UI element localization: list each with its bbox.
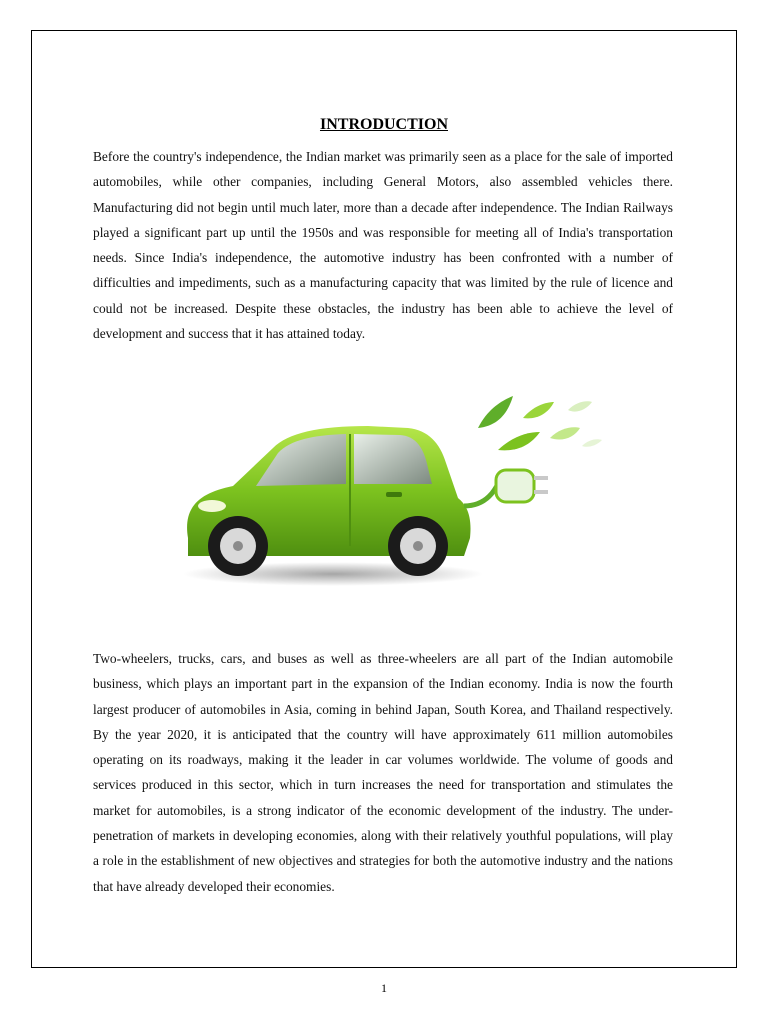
green-electric-car-icon — [178, 388, 608, 588]
page-title: INTRODUCTION — [319, 116, 448, 133]
automobile-industry-paragraph: Two-wheelers, trucks, cars, and buses as well as three-wheelers are all part of the Indian automobile business, which plays an important part in the expansion of the Indian economy. India is now the fourth largest producer of automobiles in Asia, coming in behind Japan, South Korea, and Thailand respectively. By the year 2020, it is anticipated that the country will have approximately 611 million automobiles operating on its roadways, making it the leader in car volumes worldwide. The volume of goods and services produced in this sector, which in turn increases the need for transportation and stimulates the market for automobiles, is a strong indicator of the economic development of the industry. The under-penetration of markets in developing economies, along with their relatively youthful populations, will play a role in the establishment of new objectives and strategies for both the automotive industry and the nations that have already developed their economies. — [93, 651, 673, 894]
page-number: 1 — [381, 981, 387, 995]
intro-paragraph: Before the country's independence, the Indian market was primarily seen as a place for the sale of imported automobiles, while other companies, including General Motors, also assembled vehicles there. Manufacturing did not begin until much later, more than a decade after independence. The Indian Railways played a significant part up until the 1950s and was responsible for meeting all of India's transportation needs. Since India's independence, the automotive industry has been confronted with a number of difficulties and impediments, such as a manufacturing capacity that was limited by the rule of licence and could not be increased. Despite these obstacles, the industry has been able to achieve the level of development and success that it has attained today. — [93, 149, 673, 342]
